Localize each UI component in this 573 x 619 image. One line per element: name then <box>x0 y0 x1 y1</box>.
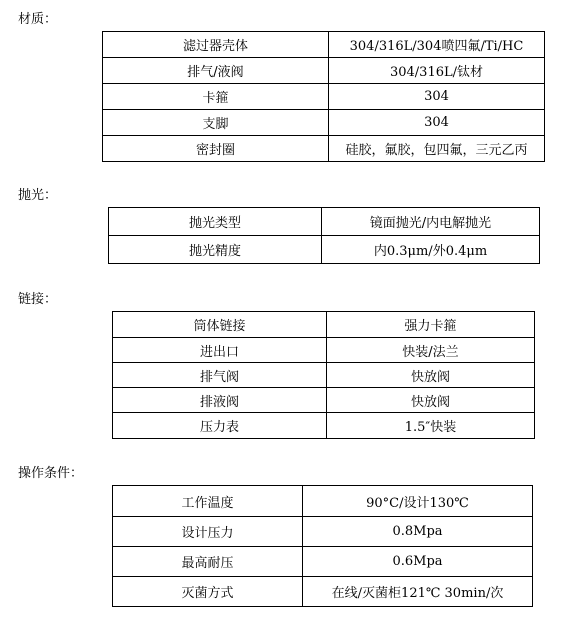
table-cell-value: 在线/灭菌柜121℃ 30min/次 <box>303 577 533 607</box>
table-cell-value: 快放阀 <box>327 388 535 413</box>
table-cell-label: 卡箍 <box>103 84 329 110</box>
table-row <box>113 486 533 517</box>
table-row <box>103 136 545 162</box>
table-cell-value: 0.8Mpa <box>303 517 533 547</box>
table-cell-label: 最高耐压 <box>113 547 303 577</box>
material-table <box>102 31 545 162</box>
connection-table <box>112 311 535 439</box>
table-cell-value: 镜面抛光/内电解抛光 <box>322 208 540 236</box>
section-title-operating-conditions: 操作条件： <box>18 466 84 481</box>
section-title-material: 材质： <box>18 12 58 27</box>
table-cell-value: 90°C/设计130℃ <box>303 486 533 517</box>
section-title-connection: 链接： <box>18 292 58 307</box>
table-cell-value: 304/316L/钛材 <box>329 58 545 84</box>
table-cell-label: 筒体链接 <box>113 312 327 338</box>
table-cell-label: 设计压力 <box>113 517 303 547</box>
table-cell-value: 内0.3μm/外0.4μm <box>322 236 540 264</box>
table-cell-label: 密封圈 <box>103 136 329 162</box>
table-cell-label: 进出口 <box>113 338 327 363</box>
polishing-table <box>108 207 540 264</box>
operating-conditions-table <box>112 485 533 607</box>
table-cell-label: 滤过器壳体 <box>103 32 329 58</box>
table-row <box>113 577 533 607</box>
table-cell-label: 抛光精度 <box>109 236 322 264</box>
table-cell-value: 1.5″快装 <box>327 413 535 439</box>
table-row <box>103 58 545 84</box>
table-cell-value: 304 <box>329 84 545 110</box>
table-row <box>113 517 533 547</box>
table-cell-label: 排气阀 <box>113 363 327 388</box>
table-cell-label: 支脚 <box>103 110 329 136</box>
table-row <box>113 338 535 363</box>
table-cell-label: 工作温度 <box>113 486 303 517</box>
table-row <box>113 388 535 413</box>
table-cell-value: 硅胶，氟胶，包四氟，三元乙丙 <box>329 136 545 162</box>
table-cell-value: 0.6Mpa <box>303 547 533 577</box>
table-row <box>103 32 545 58</box>
table-row <box>103 84 545 110</box>
table-row <box>113 413 535 439</box>
table-cell-label: 排气/液阀 <box>103 58 329 84</box>
table-cell-label: 压力表 <box>113 413 327 439</box>
table-row <box>109 236 540 264</box>
table-cell-value: 快放阀 <box>327 363 535 388</box>
table-cell-label: 灭菌方式 <box>113 577 303 607</box>
table-row <box>103 110 545 136</box>
table-cell-value: 快装/法兰 <box>327 338 535 363</box>
table-cell-value: 304 <box>329 110 545 136</box>
table-cell-label: 抛光类型 <box>109 208 322 236</box>
table-cell-value: 强力卡箍 <box>327 312 535 338</box>
table-cell-value: 304/316L/304喷四氟/Ti/HC <box>329 32 545 58</box>
table-cell-label: 排液阀 <box>113 388 327 413</box>
table-row <box>113 363 535 388</box>
table-row <box>109 208 540 236</box>
section-title-polishing: 抛光： <box>18 188 58 203</box>
table-row <box>113 547 533 577</box>
table-row <box>113 312 535 338</box>
